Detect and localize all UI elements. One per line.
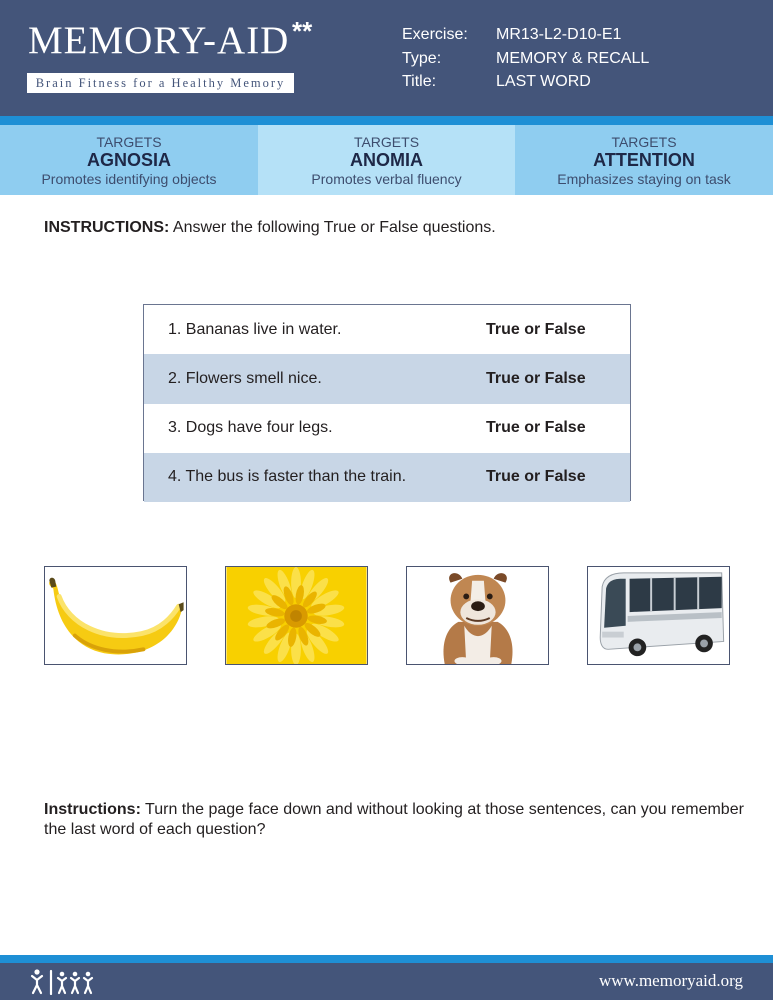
meta-value: MR13-L2-D10-E1 <box>496 26 622 43</box>
family-logo-icon <box>30 968 98 995</box>
footer-url[interactable]: www.memoryaid.org <box>598 971 743 990</box>
question-text: 4. The bus is faster than the train. <box>168 468 407 486</box>
footer-stripe <box>0 955 773 963</box>
banana-icon <box>45 567 186 664</box>
instructions <box>44 219 496 237</box>
recall-instructions <box>44 800 744 840</box>
target-name: ANOMIA <box>350 150 423 170</box>
question-text: 2. Flowers smell nice. <box>168 369 322 387</box>
instructions-label: INSTRUCTIONS: <box>44 219 170 236</box>
question-row <box>144 354 630 403</box>
target-desc: Promotes verbal fluency <box>311 171 462 187</box>
meta-row-type <box>402 50 649 74</box>
bus-icon <box>588 567 729 664</box>
instructions-text: Answer the following True or False questions. <box>169 219 496 236</box>
banana-image <box>44 566 187 665</box>
question-row <box>144 404 630 453</box>
header-banner <box>0 0 773 116</box>
questions-table <box>143 304 631 501</box>
question-text: 1. Bananas live in water. <box>168 320 342 338</box>
meta-label: Type: <box>402 49 442 67</box>
flower-image <box>225 566 368 665</box>
target-desc: Emphasizes staying on task <box>557 171 731 187</box>
target-pre: TARGETS <box>353 134 420 150</box>
meta-row-title <box>402 73 649 97</box>
meta-label: Title: <box>402 73 437 90</box>
tagline: Brain Fitness for a Healthy Memory <box>27 73 294 93</box>
logo: MEMORY-AID <box>28 19 290 62</box>
header-stripe <box>0 116 773 125</box>
dog-image <box>406 566 549 665</box>
recall-instructions-text: Turn the page face down and without looking at those sentences, can you remember the last word of each question? <box>44 801 744 838</box>
question-answer: True or False <box>486 419 586 437</box>
question-answer: True or False <box>486 468 586 486</box>
flower-icon <box>226 567 367 664</box>
logo-mark: ** <box>292 16 313 46</box>
question-row <box>144 305 630 354</box>
meta-label: Exercise: <box>402 26 468 43</box>
target-desc: Promotes identifying objects <box>41 171 217 187</box>
target-pre: TARGETS <box>611 134 677 150</box>
question-answer: True or False <box>486 320 586 338</box>
target-pre: TARGETS <box>96 134 162 150</box>
bus-image <box>587 566 730 665</box>
recall-instructions-label: Instructions: <box>44 801 141 818</box>
meta-value: MEMORY & RECALL <box>496 49 650 67</box>
meta-row-exercise <box>402 26 649 50</box>
target-anomia <box>258 125 515 195</box>
target-attention <box>515 125 773 195</box>
targets-bar <box>0 125 773 195</box>
exercise-meta <box>402 26 649 97</box>
target-agnosia <box>0 125 258 195</box>
question-row <box>144 453 630 502</box>
footer <box>0 963 773 1000</box>
question-text: 3. Dogs have four legs. <box>168 419 333 437</box>
dog-icon <box>407 567 548 664</box>
target-name: AGNOSIA <box>86 150 171 170</box>
question-answer: True or False <box>486 369 586 387</box>
target-name: ATTENTION <box>593 150 695 170</box>
meta-value: LAST WORD <box>496 73 591 90</box>
